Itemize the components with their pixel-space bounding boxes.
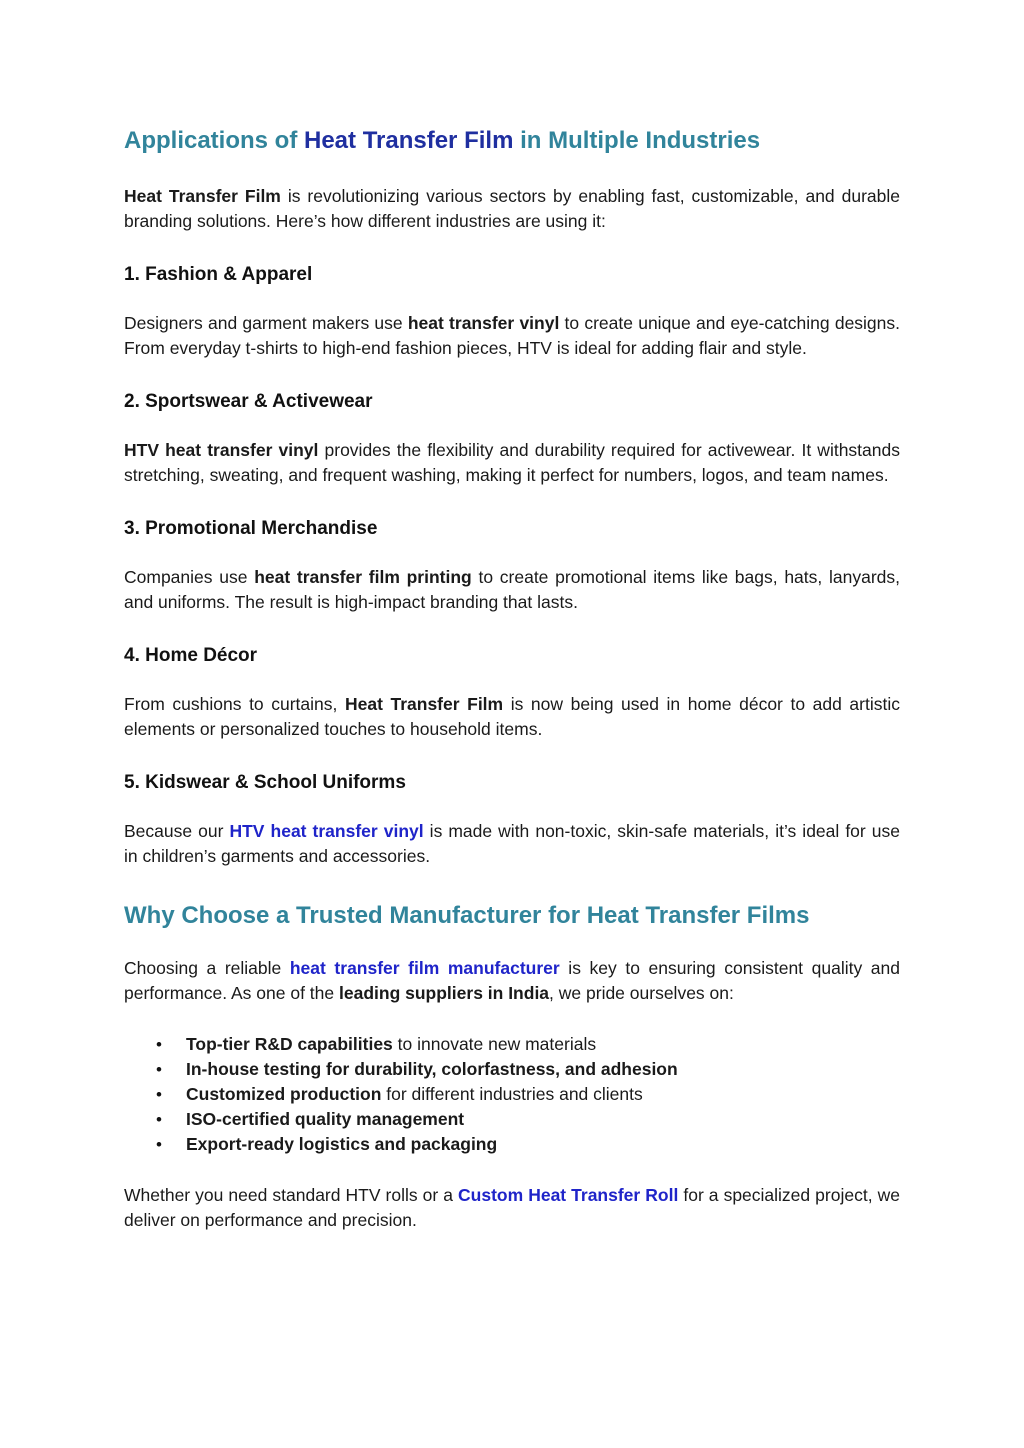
why-text-post: , we pride ourselves on:	[549, 983, 734, 1003]
section-paragraph-fashion	[124, 311, 900, 361]
benefits-list	[124, 1032, 900, 1157]
section-heading-fashion: 1. Fashion & Apparel	[124, 264, 313, 285]
title-pre: Applications of	[124, 127, 304, 154]
section-text-post: provides the flexibility and durability required for activewear. It withstands stretching, sweating, and frequent washing, making it perfect for numbers, logos, and team names.	[124, 440, 900, 485]
section-bold: heat transfer film printing	[254, 567, 472, 587]
why-bold: leading suppliers in India	[339, 983, 550, 1003]
custom-roll-link[interactable]: Custom Heat Transfer Roll	[458, 1185, 679, 1205]
section-text-post: is made with non-toxic, skin-safe materials, it’s ideal for use in children’s garments and accessories.	[124, 821, 900, 866]
why-text-pre: Choosing a reliable	[124, 958, 290, 978]
section-bold: Heat Transfer Film	[344, 694, 504, 714]
list-item-text: for different industries and clients	[381, 1084, 643, 1104]
section-text-pre: From cushions to curtains,	[124, 694, 345, 714]
section-text-pre: Designers and garment makers use	[124, 313, 408, 333]
list-item	[186, 1107, 900, 1132]
title-post: in Multiple Industries	[513, 127, 761, 154]
list-item-text: to innovate new materials	[392, 1034, 597, 1054]
section-bold: HTV heat transfer vinyl	[124, 440, 319, 460]
section-paragraph-home-decor	[124, 692, 900, 742]
closing-text-post: for a specialized project, we deliver on performance and precision.	[124, 1185, 900, 1230]
section-paragraph-kidswear	[124, 819, 900, 869]
section-paragraph-promotional	[124, 565, 900, 615]
section-heading-kidswear: 5. Kidswear & School Uniforms	[124, 772, 406, 793]
intro-paragraph	[124, 184, 900, 234]
section-text-pre: Because our	[124, 821, 230, 841]
section-text-post: to create unique and eye-catching designs. From everyday t-shirts to high-end fashion pieces, HTV is ideal for adding flair and style.	[124, 313, 901, 358]
list-item	[186, 1057, 900, 1082]
htv-vinyl-link[interactable]: HTV heat transfer vinyl	[229, 821, 424, 841]
why-choose-heading: Why Choose a Trusted Manufacturer for Heat Transfer Films	[124, 902, 810, 929]
section-heading-sportswear: 2. Sportswear & Activewear	[124, 391, 373, 412]
section-paragraph-sportswear	[124, 438, 900, 488]
list-item-bold: Export-ready logistics and packaging	[186, 1134, 498, 1154]
section-text-pre: Companies use	[124, 567, 255, 587]
list-item	[186, 1082, 900, 1107]
title-keyword: Heat Transfer Film	[304, 127, 514, 154]
why-text-mid: is key to ensuring consistent quality and performance. As one of the	[124, 958, 900, 1003]
section-text-post: to create promotional items like bags, hats, lanyards, and uniforms. The result is high-impact branding that lasts.	[124, 567, 900, 612]
section-heading-home-decor: 4. Home Décor	[124, 645, 258, 666]
section-heading-promotional: 3. Promotional Merchandise	[124, 518, 378, 539]
intro-bold: Heat Transfer Film	[124, 186, 281, 206]
closing-text-pre: Whether you need standard HTV rolls or a	[124, 1185, 459, 1205]
list-item	[186, 1032, 900, 1057]
section-bold: heat transfer vinyl	[407, 313, 560, 333]
why-choose-paragraph	[124, 956, 900, 1006]
list-item-bold: Top-tier R&D capabilities	[186, 1034, 393, 1054]
intro-text: is revolutionizing various sectors by enabling fast, customizable, and durable branding solutions. Here’s how different industries are using it:	[124, 186, 900, 231]
section-text-post: is now being used in home décor to add artistic elements or personalized touches to household items.	[124, 694, 900, 739]
document-content	[124, 122, 900, 1233]
closing-paragraph	[124, 1183, 900, 1233]
list-item-bold: Customized production	[186, 1084, 382, 1104]
list-item-bold: In-house testing for durability, colorfastness, and adhesion	[186, 1059, 678, 1079]
page-title	[124, 122, 900, 160]
manufacturer-link[interactable]: heat transfer film manufacturer	[289, 958, 560, 978]
list-item	[186, 1132, 900, 1157]
list-item-bold: ISO-certified quality management	[186, 1109, 465, 1129]
